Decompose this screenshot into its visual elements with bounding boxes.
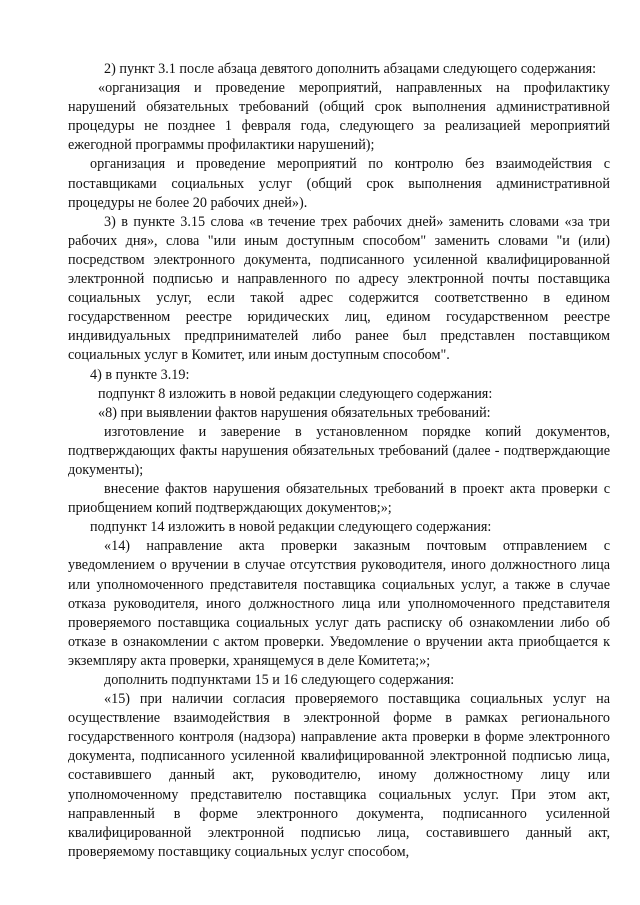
paragraph-subitem-8-text: «8) при выявлении фактов нарушения обязательных требований: [98,404,491,421]
paragraph-item-3: 3) в пункте 3.15 слова «в течение трех рабочих дней» заменить словами «за три рабочих дня», слова "или иным доступным способом" заменить словами "и (или) посредством электронного документа, подписанного усиленной квалифицированной электронной подписью и направленного по адресу электронной почты поставщика социальных услуг, если такой адрес содержится соответственно в едином государственном реестре юридических лиц, едином государственном реестре индивидуальных предпринимателей либо ранее был представлен поставщиком социальных услуг в Комитет, или иным доступным способом". [68,213,610,364]
paragraph-subitem-8-intro: подпункт 8 изложить в новой редакции следующего содержания: [98,385,493,402]
paragraph-subitem-14-text: «14) направление акта проверки заказным почтовым отправлением с уведомлением о вручении в случае отсутствия руководителя, иного должностного лица или уполномоченного представителя поставщика социальных услуг, а также в случае отказа руководителя, иного должностного лица или уполномоченного представителя проверяемого поставщика социальных услуг дать расписку об ознакомлении либо об отказе в ознакомлении с актом проверки. Уведомление о вручении акта приобщается к экземпляру акта проверки, хранящемуся в деле Комитета;»; [68,538,610,669]
paragraph-item-2: 2) пункт 3.1 после абзаца девятого дополнить абзацами следующего содержания: [104,61,597,77]
paragraph-subitem-15-text: «15) при наличии согласия проверяемого поставщика социальных услуг на осуществление взаимодействия в электронной форме в рамках регионального государственного контроля (надзора) направление акта проверки в форме электронного документа, подписанного усиленной квалифицированной электронной подписью лица, составившего данный акт, руководителю, иному должностному лицу или уполномоченному представителю поставщика социальных услуг. При этом акт, направленный в форме электронного документа, подписанного усиленной квалифицированной электронной подписью лица, составившего данный акт, проверяемому поставщику социальных услуг способом, [68,691,610,860]
paragraph-quote-prevention: «организация и проведение мероприятий, направленных на профилактику нарушений обязательных требований (общий срок выполнения административной процедуры не позднее 1 февраля года, следующего за реализацией мероприятий ежегодной программы профилактики нарушений); [68,80,610,154]
paragraph-inclusion: внесение фактов нарушения обязательных требований в проект акта проверки с приобщением копий подтверждающих документов;»; [68,481,610,517]
paragraph-item-4: 4) в пункте 3.19: [90,366,190,383]
paragraph-copies: изготовление и заверение в установленном порядке копий документов, подтверждающих факты нарушения обязательных требований (далее - подтверждающие документы); [68,423,610,478]
paragraph-subitems-15-16-intro: дополнить подпунктами 15 и 16 следующего содержания: [104,672,455,688]
paragraph-control-without-interaction: организация и проведение мероприятий по контролю без взаимодействия с поставщиками социальных услуг (общий срок выполнения административной процедуры не более 20 рабочих дней»). [68,156,610,211]
paragraph-subitem-14-intro: подпункт 14 изложить в новой редакции следующего содержания: [90,519,492,536]
document-body [68,60,610,862]
